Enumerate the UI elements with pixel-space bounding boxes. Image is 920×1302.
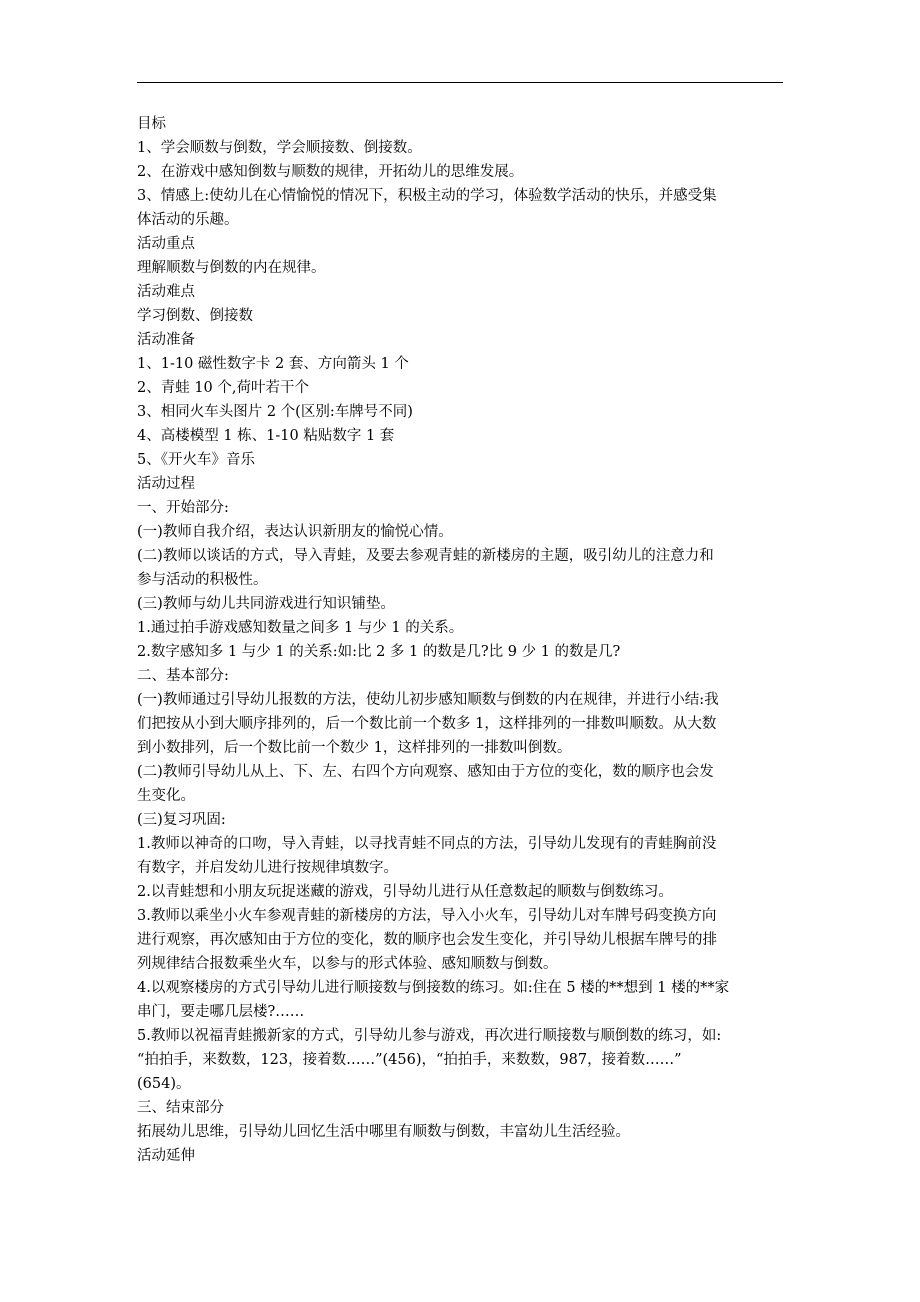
preparation-item-2: 2、青蛙 10 个,荷叶若干个 — [137, 380, 310, 396]
part-heading-opening: 一、开始部分: — [137, 500, 229, 516]
basic-step-1: (一)教师通过引导幼儿报数的方法，使幼儿初步感知顺数与倒数的内在规律，并进行小结:我 — [137, 692, 719, 708]
review-item-4: 4.以观察楼房的方式引导幼儿进行顺接数与倒接数的练习。如:住在 5 楼的**想到 1 楼的**家 — [137, 980, 730, 996]
section-heading-difficulties: 活动难点 — [137, 284, 195, 300]
part-heading-closing: 三、结束部分 — [137, 1100, 224, 1116]
opening-step-2: (二)教师以谈话的方式，导入青蛙，及要去参观青蛙的新楼房的主题，吸引幼儿的注意力和 — [137, 548, 714, 564]
section-heading-preparation: 活动准备 — [137, 332, 195, 348]
review-item-3-continued: 列规律结合报数乘坐火车，以参与的形式体验、感知顺数与倒数。 — [137, 956, 558, 972]
document-body — [137, 112, 787, 1168]
section-heading-process: 活动过程 — [137, 476, 195, 492]
goal-item-3-continued: 体活动的乐趣。 — [137, 212, 239, 228]
review-item-1-continued: 有数字，并启发幼儿进行按规律填数字。 — [137, 860, 398, 876]
header-rule — [137, 82, 783, 83]
review-item-3-continued: 进行观察，再次感知由于方位的变化，数的顺序也会发生变化，并引导幼儿根据车牌号的排 — [137, 932, 717, 948]
basic-step-2: (二)教师引导幼儿从上、下、左、右四个方向观察、感知由于方位的变化，数的顺序也会发 — [137, 764, 714, 780]
review-item-2: 2.以青蛙想和小朋友玩捉迷藏的游戏，引导幼儿进行从任意数起的顺数与倒数练习。 — [137, 884, 673, 900]
preparation-item-1: 1、1-10 磁性数字卡 2 套、方向箭头 1 个 — [137, 356, 409, 372]
review-item-5: 5.教师以祝福青蛙搬新家的方式，引导幼儿参与游戏，再次进行顺接数与顺倒数的练习，如: — [137, 1028, 722, 1044]
opening-step-2-continued: 参与活动的积极性。 — [137, 572, 268, 588]
basic-step-1-continued: 们把按从小到大顺序排列的，后一个数比前一个数多 1，这样排列的一排数叫顺数。从大数 — [137, 716, 717, 732]
basic-step-3: (三)复习巩固: — [137, 812, 226, 828]
basic-step-2-continued: 生变化。 — [137, 788, 195, 804]
closing-text: 拓展幼儿思维，引导幼儿回忆生活中哪里有顺数与倒数，丰富幼儿生活经验。 — [137, 1124, 630, 1140]
goal-item-3: 3、情感上:使幼儿在心情愉悦的情况下，积极主动的学习，体验数学活动的快乐，并感受集 — [137, 188, 717, 204]
difficulties-text: 学习倒数、倒接数 — [137, 308, 253, 324]
basic-step-1-continued: 到小数排列，后一个数比前一个数少 1，这样排列的一排数叫倒数。 — [137, 740, 572, 756]
review-item-1: 1.教师以神奇的口吻，导入青蛙，以寻找青蛙不同点的方法，引导幼儿发现有的青蛙胸前没 — [137, 836, 717, 852]
preparation-item-5: 5、《开火车》音乐 — [137, 452, 255, 468]
key-points-text: 理解顺数与倒数的内在规律。 — [137, 260, 326, 276]
goal-item-1: 1、学会顺数与倒数，学会顺接数、倒接数。 — [137, 140, 422, 156]
section-heading-goals: 目标 — [137, 116, 166, 132]
review-item-3: 3.教师以乘坐小火车参观青蛙的新楼房的方法，导入小火车，引导幼儿对车牌号码变换方向 — [137, 908, 717, 924]
review-item-5-continued: “拍拍手，来数数，123，接着数……”(456)，“拍拍手，来数数，987，接着数……” — [137, 1052, 682, 1068]
preparation-item-3: 3、相同火车头图片 2 个(区别:车牌号不同) — [137, 404, 413, 420]
section-heading-extension: 活动延伸 — [137, 1148, 195, 1164]
part-heading-basic: 二、基本部分: — [137, 668, 229, 684]
section-heading-key-points: 活动重点 — [137, 236, 195, 252]
goal-item-2: 2、在游戏中感知倒数与顺数的规律，开拓幼儿的思维发展。 — [137, 164, 524, 180]
review-item-5-continued: (654)。 — [137, 1076, 191, 1092]
opening-step-3-item-2: 2.数字感知多 1 与少 1 的关系:如:比 2 多 1 的数是几?比 9 少 1 的数是几? — [137, 644, 621, 660]
opening-step-1: (一)教师自我介绍，表达认识新朋友的愉悦心情。 — [137, 524, 453, 540]
review-item-4-continued: 串门，要走哪几层楼?…… — [137, 1004, 305, 1020]
opening-step-3: (三)教师与幼儿共同游戏进行知识铺垫。 — [137, 596, 395, 612]
preparation-item-4: 4、高楼模型 1 栋、1-10 粘贴数字 1 套 — [137, 428, 395, 444]
opening-step-3-item-1: 1.通过拍手游戏感知数量之间多 1 与少 1 的关系。 — [137, 620, 464, 636]
